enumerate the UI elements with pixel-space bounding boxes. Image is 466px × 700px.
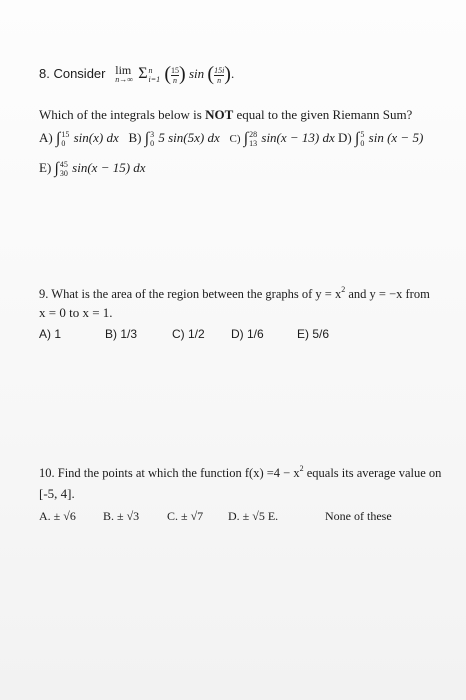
integral-icon: ∫: [243, 130, 249, 147]
q8-frac2-den: n: [217, 75, 222, 85]
q8-choices-row1: [39, 130, 423, 148]
q8-question-bold: NOT: [205, 107, 234, 122]
q9-choice-a: A) 1: [39, 327, 62, 341]
integral-icon: ∫: [54, 160, 59, 177]
q8-label: 8. Consider: [39, 66, 106, 81]
q9-choice-e: E) 5/6: [297, 327, 330, 341]
q10-line1b: equals its average value on: [303, 466, 442, 480]
q8-choice-e: [39, 160, 146, 179]
q9-line2: x = 0 to x = 1.: [39, 305, 113, 320]
q8-d-body: sin (x − 5): [368, 130, 424, 145]
q8-c-body: sin(x − 13) dx: [261, 130, 335, 145]
q10-choice-de: D. ± √5 E.: [228, 509, 279, 523]
q8-sigma: Σ: [138, 65, 148, 82]
q8-d-bottom: 0: [360, 139, 365, 149]
q8-choice-c: [229, 130, 339, 149]
q8-question-pre: Which of the integrals below is: [39, 107, 206, 122]
q9-choice-b: B) 1/3: [105, 327, 138, 341]
q9-prompt-line1: [39, 286, 430, 304]
q10-line2: [-5, 4].: [39, 486, 75, 501]
q10-prompt-line1: [39, 465, 441, 483]
q9-line1: 9. What is the area of the region between the graphs of y = x: [39, 287, 342, 301]
q10-choice-a: A. ± √6: [39, 509, 76, 523]
q10-none: None of these: [325, 509, 392, 523]
q8-frac1-den: n: [173, 75, 178, 85]
q8-limit: [115, 65, 133, 85]
q8-sin: sin: [188, 66, 205, 81]
q8-sum-bottom: i=1: [148, 75, 161, 85]
q8-b-bottom: 0: [150, 139, 155, 149]
q8-e-body: sin(x − 15) dx: [72, 160, 146, 175]
q8-a-label: A): [39, 130, 53, 145]
q8-choice-d: [338, 130, 424, 149]
q8-choice-b: [128, 130, 223, 149]
q8-sum-top: n: [148, 66, 153, 76]
q8-b-body: 5 sin(5x) dx: [158, 130, 220, 145]
q8-frac1: [171, 66, 179, 85]
q10-line1a: 10. Find the points at which the function f(x) =4 − x: [39, 466, 300, 480]
q8-e-bottom: 30: [59, 169, 68, 179]
q9-prompt-line2: [39, 305, 113, 321]
q8-prompt: 8. Consider lim n→∞ Σ n i=1 ( $\frac{15}{n}$ ) sin ( $\frac{15i}{n}$ ).: [39, 63, 235, 85]
q8-choices-row2: [39, 160, 146, 178]
q8-a-body: sin(x) dx: [73, 130, 119, 145]
q8-lim: lim: [115, 63, 132, 78]
integral-icon: ∫: [355, 130, 360, 147]
q8-frac2: [214, 66, 224, 85]
q8-end: .: [230, 66, 235, 81]
q8-a-bottom: 0: [61, 139, 66, 149]
q10-choice-b: B. ± √3: [103, 509, 140, 523]
q8-c-label: C): [229, 133, 241, 145]
integral-icon: ∫: [55, 130, 61, 147]
q8-e-top: 45: [59, 160, 68, 170]
q10-sup: 2: [299, 464, 304, 473]
q8-sum-bounds: [149, 66, 161, 84]
q9-sup: 2: [341, 285, 346, 294]
q8-e-label: E): [39, 160, 52, 175]
q8-b-top: 3: [150, 130, 155, 140]
q8-d-top: 5: [360, 130, 365, 140]
q9-line1b: and y = −x from: [345, 287, 430, 301]
q8-b-label: B): [128, 130, 142, 145]
q8-question-post: equal to the given Riemann Sum?: [233, 107, 413, 122]
q9-choice-c: C) 1/2: [172, 327, 205, 341]
q8-a-top: 15: [61, 130, 70, 140]
q8-frac2-num: 15i: [214, 65, 225, 75]
q8-frac1-num: 15: [171, 65, 180, 75]
q9-choice-d: D) 1/6: [231, 327, 264, 341]
q8-c-top: 28: [249, 130, 258, 140]
q8-c-bottom: 13: [249, 139, 258, 149]
q8-choice-a: [39, 130, 122, 149]
q8-d-label: D): [338, 130, 352, 145]
q10-prompt-line2: [39, 486, 75, 502]
q8-question: [39, 107, 412, 123]
q10-choice-c: C. ± √7: [167, 509, 204, 523]
integral-icon: ∫: [144, 130, 150, 147]
q8-lim-sub: n→∞: [115, 75, 133, 85]
